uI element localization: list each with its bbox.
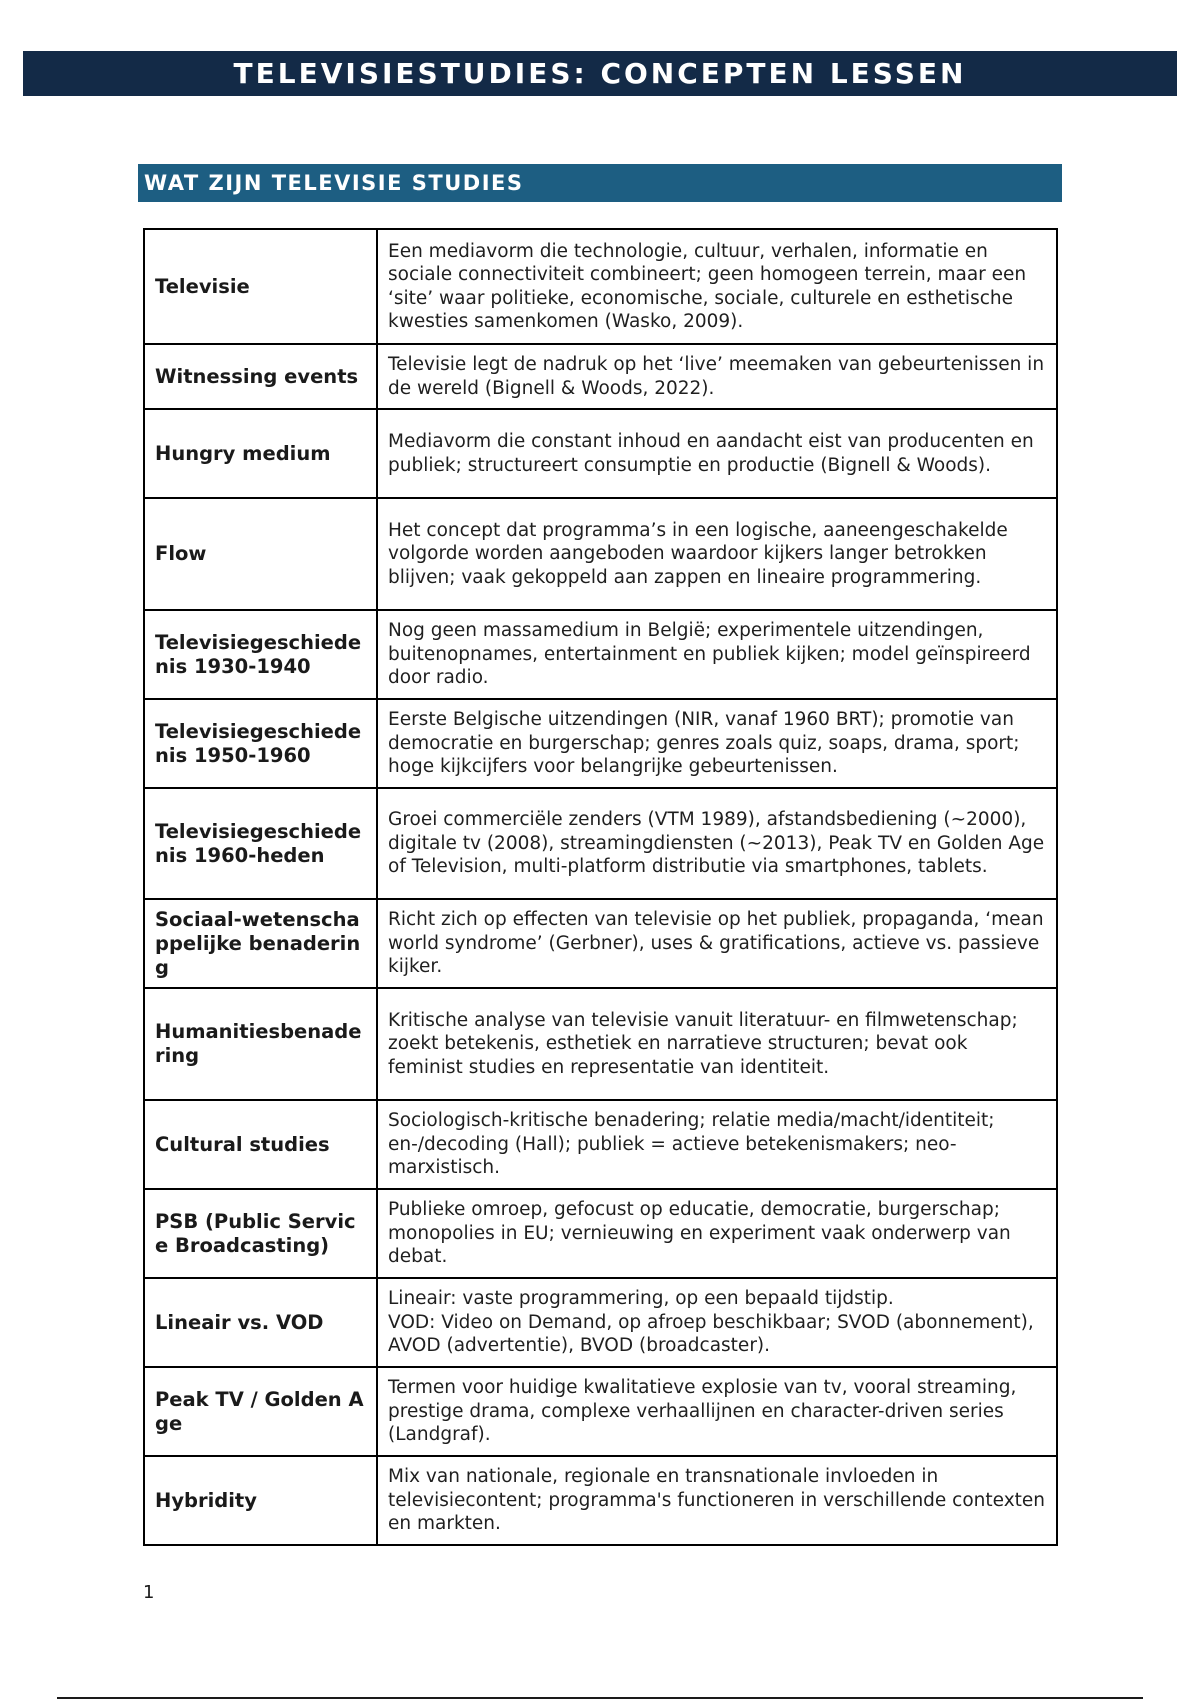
table-row [144,788,1057,899]
table-row [144,1100,1057,1189]
glossary-table [143,228,1058,1546]
term-cell: PSB (Public Service Broadcasting) [144,1189,377,1278]
definition-cell: Richt zich op effecten van televisie op het publiek, propaganda, ‘mean world syndrome’ (Gerbner), uses & gratifications, actieve vs. passieve kijker. [377,899,1057,988]
term-cell: Cultural studies [144,1100,377,1189]
definition-cell: Mix van nationale, regionale en transnationale invloeden in televisiecontent; programma's functioneren in verschillende contexten en markten. [377,1456,1057,1545]
term-cell: Peak TV / Golden Age [144,1367,377,1456]
definition-cell: Publieke omroep, gefocust op educatie, democratie, burgerschap; monopolies in EU; vernieuwing en experiment vaak onderwerp van debat. [377,1189,1057,1278]
term-cell: Humanitiesbenadering [144,988,377,1100]
term-cell: Sociaal-wetenschappelijke benadering [144,899,377,988]
table-row [144,229,1057,344]
term-cell: Televisiegeschiedenis 1960-heden [144,788,377,899]
definition-cell: Kritische analyse van televisie vanuit literatuur- en filmwetenschap; zoekt betekenis, esthetiek en narratieve structuren; bevat ook feminist studies en representatie van identiteit. [377,988,1057,1100]
table-row [144,1367,1057,1456]
table-row [144,344,1057,409]
document-title: TELEVISIESTUDIES: CONCEPTEN LESSEN [23,51,1177,96]
term-cell: Televisiegeschiedenis 1930-1940 [144,610,377,699]
definition-cell: Termen voor huidige kwalitatieve explosie van tv, vooral streaming, prestige drama, complexe verhaallijnen en character-driven series (Landgraf). [377,1367,1057,1456]
term-cell: Flow [144,498,377,610]
definition-cell: Nog geen massamedium in België; experimentele uitzendingen, buitenopnames, entertainment en publiek kijken; model geïnspireerd door radio. [377,610,1057,699]
table-row [144,409,1057,498]
page-number: 1 [143,1582,155,1603]
definition-cell: Groei commerciële zenders (VTM 1989), afstandsbediening (~2000), digitale tv (2008), streamingdiensten (~2013), Peak TV en Golden Age of Television, multi-platform distributie via smartphones, tablets. [377,788,1057,899]
table-row [144,498,1057,610]
definition-cell: Mediavorm die constant inhoud en aandacht eist van producenten en publiek; structureert consumptie en productie (Bignell & Woods). [377,409,1057,498]
definition-cell: Eerste Belgische uitzendingen (NIR, vanaf 1960 BRT); promotie van democratie en burgerschap; genres zoals quiz, soaps, drama, sport; hoge kijkcijfers voor belangrijke gebeurtenissen. [377,699,1057,788]
definition-cell: Lineair: vaste programmering, op een bepaald tijdstip. VOD: Video on Demand, op afroep beschikbaar; SVOD (abonnement), AVOD (advertentie), BVOD (broadcaster). [377,1278,1057,1367]
definition-cell: Een mediavorm die technologie, cultuur, verhalen, informatie en sociale connectiviteit combineert; geen homogeen terrein, maar een ‘site’ waar politieke, economische, sociale, culturele en esthetische kwesties samenkomen (Wasko, 2009). [377,229,1057,344]
table-row [144,1189,1057,1278]
term-cell: Hybridity [144,1456,377,1545]
table-row [144,1278,1057,1367]
term-cell: Hungry medium [144,409,377,498]
table-row [144,899,1057,988]
footer-divider [57,1697,1143,1699]
definition-cell: Het concept dat programma’s in een logische, aaneengeschakelde volgorde worden aangeboden waardoor kijkers langer betrokken blijven; vaak gekoppeld aan zappen en lineaire programmering. [377,498,1057,610]
section-heading: WAT ZIJN TELEVISIE STUDIES [138,164,1062,202]
term-cell: Televisiegeschiedenis 1950-1960 [144,699,377,788]
term-cell: Televisie [144,229,377,344]
table-row [144,699,1057,788]
term-cell: Lineair vs. VOD [144,1278,377,1367]
table-row [144,988,1057,1100]
term-cell: Witnessing events [144,344,377,409]
table-row [144,610,1057,699]
table-row [144,1456,1057,1545]
definition-cell: Sociologisch-kritische benadering; relatie media/macht/identiteit; en-/decoding (Hall); publiek = actieve betekenismakers; neo-marxistisch. [377,1100,1057,1189]
definition-cell: Televisie legt de nadruk op het ‘live’ meemaken van gebeurtenissen in de wereld (Bignell & Woods, 2022). [377,344,1057,409]
